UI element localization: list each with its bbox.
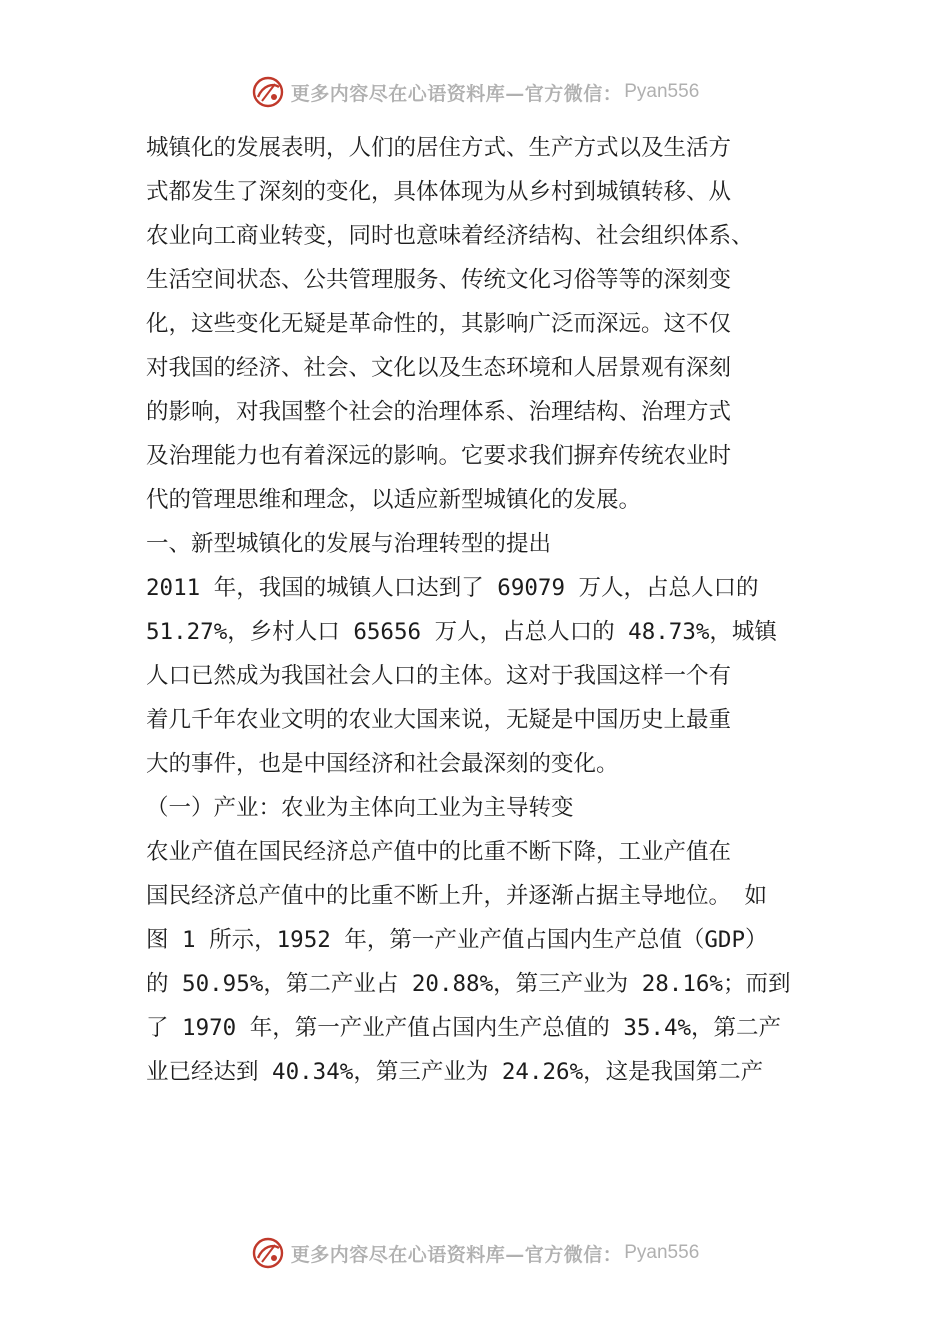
body-line: 业已经达到 40.34%，第三产业为 24.26%，这是我国第二产	[146, 1059, 764, 1085]
header-banner	[0, 72, 950, 112]
body-line: 化，这些变化无疑是革命性的，其影响广泛而深远。这不仅	[146, 311, 732, 337]
footer-wechat-id: Pyan556	[624, 1242, 700, 1263]
body-line: 城镇化的发展表明，人们的居住方式、生产方式以及生活方	[146, 135, 732, 161]
body-line: 图 1 所示，1952 年，第一产业产值占国内生产总值（GDP）	[146, 927, 768, 953]
body-line: 51.27%，乡村人口 65656 万人，占总人口的 48.73%，城镇	[146, 619, 777, 645]
body-line: 对我国的经济、社会、文化以及生态环境和人居景观有深刻	[146, 355, 732, 381]
body-line: 生活空间状态、公共管理服务、传统文化习俗等等的深刻变	[146, 267, 732, 293]
body-line: 国民经济总产值中的比重不断上升，并逐渐占据主导地位。 如	[146, 883, 768, 909]
document-body	[146, 126, 826, 1094]
header-banner-text: 更多内容尽在心语资料库—官方微信：	[290, 82, 623, 105]
body-line: 着几千年农业文明的农业大国来说，无疑是中国历史上最重	[146, 707, 732, 733]
body-line: 的影响，对我国整个社会的治理体系、治理结构、治理方式	[146, 399, 732, 425]
body-line: 农业产值在国民经济总产值中的比重不断下降，工业产值在	[146, 839, 732, 865]
header-wechat-id: Pyan556	[624, 81, 700, 102]
section-heading: 一、新型城镇化的发展与治理转型的提出	[146, 531, 552, 557]
body-line: 农业向工商业转变，同时也意味着经济结构、社会组织体系、	[146, 223, 754, 249]
brand-logo-icon	[251, 1236, 285, 1270]
footer-banner	[0, 1233, 950, 1273]
brand-logo-icon	[251, 75, 285, 109]
body-line: 2011 年，我国的城镇人口达到了 69079 万人，占总人口的	[146, 575, 759, 601]
body-line: 及治理能力也有着深远的影响。它要求我们摒弃传统农业时	[146, 443, 732, 469]
body-line: 了 1970 年，第一产业产值占国内生产总值的 35.4%，第二产	[146, 1015, 782, 1041]
body-line: 代的管理思维和理念，以适应新型城镇化的发展。	[146, 487, 642, 513]
subsection-heading: （一）产业：农业为主体向工业为主导转变	[146, 795, 574, 821]
body-line: 人口已然成为我国社会人口的主体。这对于我国这样一个有	[146, 663, 732, 689]
footer-banner-text: 更多内容尽在心语资料库—官方微信：	[290, 1243, 623, 1266]
body-line: 的 50.95%，第二产业占 20.88%，第三产业为 28.16%；而到	[146, 971, 791, 997]
body-line: 式都发生了深刻的变化，具体体现为从乡村到城镇转移、从	[146, 179, 732, 205]
body-line: 大的事件，也是中国经济和社会最深刻的变化。	[146, 751, 619, 777]
